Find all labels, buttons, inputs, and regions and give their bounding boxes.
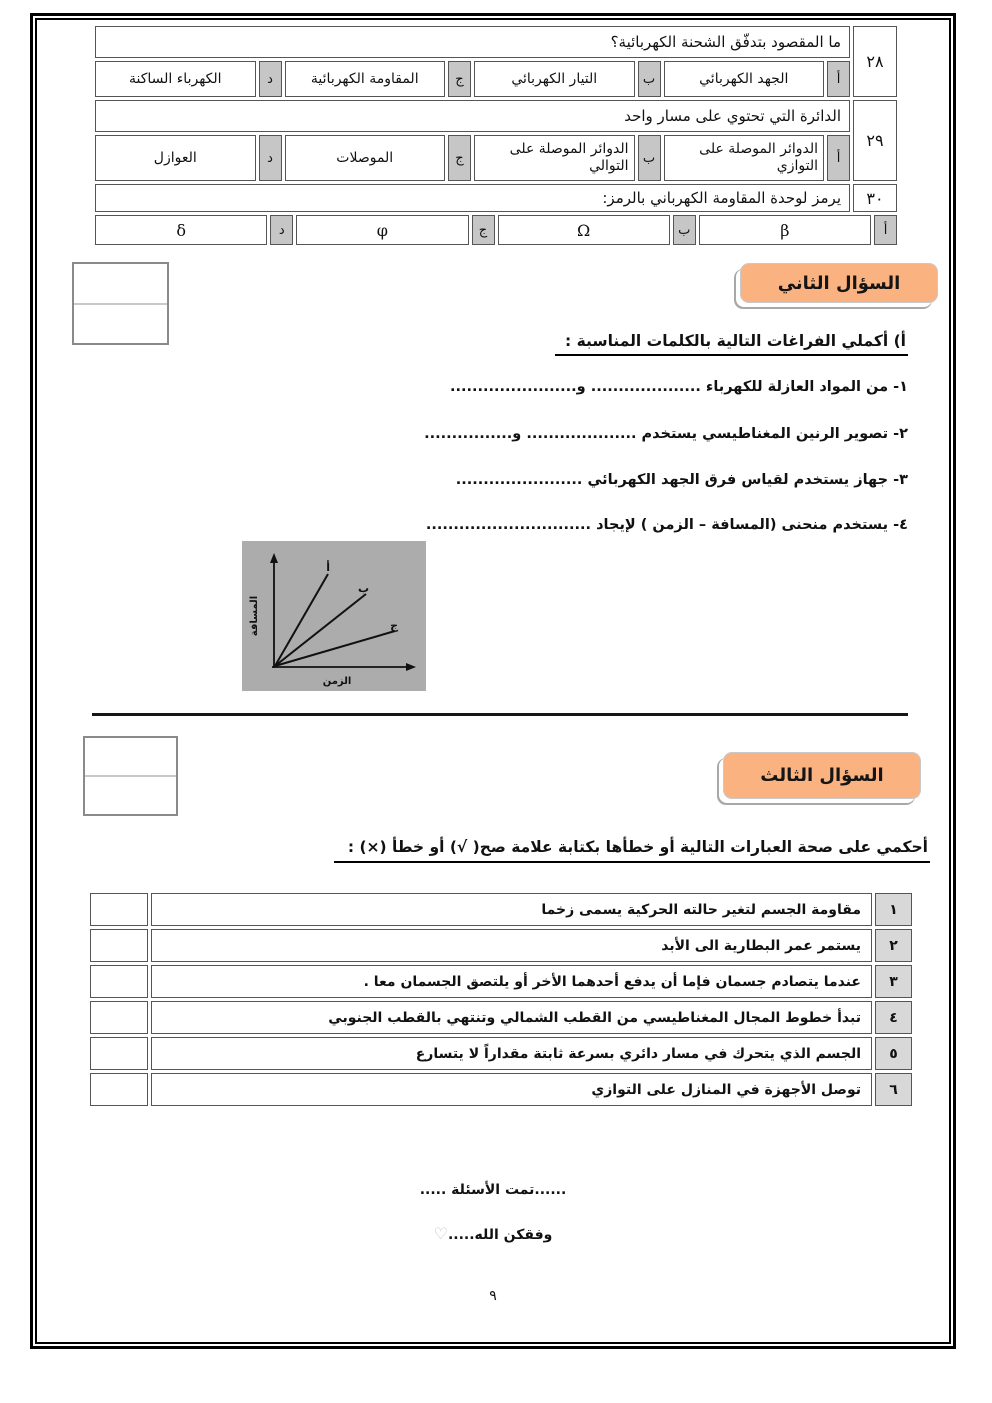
option-text[interactable]: الدوائر الموصلة على التوازي	[664, 135, 825, 181]
footer-end-line: ......تمت الأسئلة .....	[419, 1182, 567, 1198]
row-number: ٢	[875, 929, 912, 962]
statement-text: مقاومة الجسم لتغير حالته الحركية يسمى زخما	[151, 893, 872, 926]
footer-blessing-line	[30, 1224, 956, 1243]
question-29-options	[95, 135, 850, 181]
score-cell	[74, 305, 167, 344]
table-row	[90, 929, 912, 962]
score-cell	[85, 738, 176, 777]
answer-cell[interactable]	[90, 929, 148, 962]
graph-line-b-label: ب	[357, 582, 369, 595]
y-axis-arrow	[270, 553, 278, 563]
statement-text: عندما يتصادم جسمان فإما أن يدفع أحدهما الأخر أو يلتصق الجسمان معا .	[151, 965, 872, 998]
option-letter[interactable]: د	[270, 215, 293, 245]
graph-line-c-label: ج	[390, 619, 398, 632]
graph-line-a-label: أ	[326, 561, 330, 574]
fill-item-4: ٤- يستخدم منحنى (المسافة – الزمن ) لإيجاد ..............................	[425, 517, 908, 533]
graph-x-label: الزمن	[322, 676, 352, 687]
table-row	[90, 1001, 912, 1034]
option-text[interactable]: المقاومة الكهربائية	[285, 61, 446, 97]
heart-icon: ♡	[433, 1224, 448, 1243]
table-row	[90, 1073, 912, 1106]
option-text[interactable]: العوازل	[95, 135, 256, 181]
section2-subtitle: أ) أكملي الفراغات التالية بالكلمات المناسبة :	[555, 332, 908, 356]
statement-text: يستمر عمر البطارية الى الأبد	[151, 929, 872, 962]
section-divider-line	[92, 713, 908, 716]
answer-cell[interactable]	[90, 1073, 148, 1106]
option-text[interactable]: Ω	[498, 215, 670, 245]
answer-cell[interactable]	[90, 1037, 148, 1070]
row-number: ١	[875, 893, 912, 926]
option-text[interactable]: الموصلات	[285, 135, 446, 181]
option-text[interactable]: الجهد الكهربائي	[664, 61, 825, 97]
row-number: ٦	[875, 1073, 912, 1106]
score-cell	[74, 264, 167, 305]
statement-text: الجسم الذي يتحرك في مسار دائري بسرعة ثابتة مقداراً لا يتسارع	[151, 1037, 872, 1070]
row-number: ٥	[875, 1037, 912, 1070]
option-text[interactable]: التيار الكهربائي	[474, 61, 635, 97]
graph-svg	[242, 541, 426, 691]
answer-cell[interactable]	[90, 1001, 148, 1034]
table-row	[90, 1037, 912, 1070]
option-text[interactable]: الدوائر الموصلة على التوالي	[474, 135, 635, 181]
mcq-table	[95, 26, 897, 245]
question-29-text: الدائرة التي تحتوي على مسار واحد	[95, 100, 850, 132]
option-letter[interactable]: د	[259, 61, 282, 97]
option-letter[interactable]: ج	[448, 61, 471, 97]
fill-item-3: ٣- جهاز يستخدم لقياس فرق الجهد الكهربائي .......................	[455, 472, 908, 488]
table-row	[90, 893, 912, 926]
fill-item-2: ٢- تصوير الرنين المغناطيسي يستخدم .................... و................	[424, 426, 908, 442]
answer-cell[interactable]	[90, 965, 148, 998]
section3-header: السؤال الثالث	[723, 752, 921, 799]
question-28-text: ما المقصود بتدفّق الشحنة الكهربائية؟	[95, 26, 850, 58]
question-30-options	[95, 215, 897, 245]
option-letter[interactable]: ب	[673, 215, 696, 245]
question-30-text: يرمز لوحدة المقاومة الكهرباني بالرمز:	[95, 184, 850, 212]
question-30-header-row	[95, 184, 897, 212]
answer-cell[interactable]	[90, 893, 148, 926]
option-letter[interactable]: ج	[448, 135, 471, 181]
question-29-number: ٢٩	[853, 100, 897, 181]
statement-text: تبدأ خطوط المجال المغناطيسي من القطب الشمالي وتنتهي بالقطب الجنوبي	[151, 1001, 872, 1034]
footer-blessing-text: وفقكن الله.....	[447, 1227, 553, 1243]
option-text[interactable]: β	[699, 215, 871, 245]
option-letter[interactable]: ب	[638, 135, 661, 181]
table-row	[90, 965, 912, 998]
option-letter[interactable]: د	[259, 135, 282, 181]
question-30-number: ٣٠	[853, 184, 897, 212]
question-29-block	[95, 100, 897, 181]
option-letter[interactable]: أ	[874, 215, 897, 245]
row-number: ٤	[875, 1001, 912, 1034]
score-cell	[85, 777, 176, 814]
score-box-section3	[83, 736, 178, 816]
true-false-table	[90, 893, 912, 1106]
distance-time-graph	[242, 541, 426, 691]
question-28-block	[95, 26, 897, 97]
x-axis-arrow	[406, 663, 416, 671]
question-28-options	[95, 61, 850, 97]
option-letter[interactable]: ج	[472, 215, 495, 245]
row-number: ٣	[875, 965, 912, 998]
option-letter[interactable]: أ	[827, 61, 850, 97]
section3-instruction: أحكمي على صحة العبارات التالية أو خطأها بكتابة علامة صح( √) أو خطأ (×) :	[334, 838, 930, 863]
option-text[interactable]: φ	[296, 215, 468, 245]
section2-header: السؤال الثاني	[740, 263, 938, 303]
question-28-number: ٢٨	[853, 26, 897, 97]
fill-item-1: ١- من المواد العازلة للكهرباء .................... و.......................	[449, 379, 908, 395]
option-text[interactable]: الكهرباء الساكنة	[95, 61, 256, 97]
page-number: ٩	[489, 1288, 497, 1304]
statement-text: توصل الأجهزة في المنازل على التوازي	[151, 1073, 872, 1106]
option-text[interactable]: δ	[95, 215, 267, 245]
option-letter[interactable]: أ	[827, 135, 850, 181]
option-letter[interactable]: ب	[638, 61, 661, 97]
score-box-section2	[72, 262, 169, 345]
graph-y-label: المسافة	[249, 595, 260, 637]
